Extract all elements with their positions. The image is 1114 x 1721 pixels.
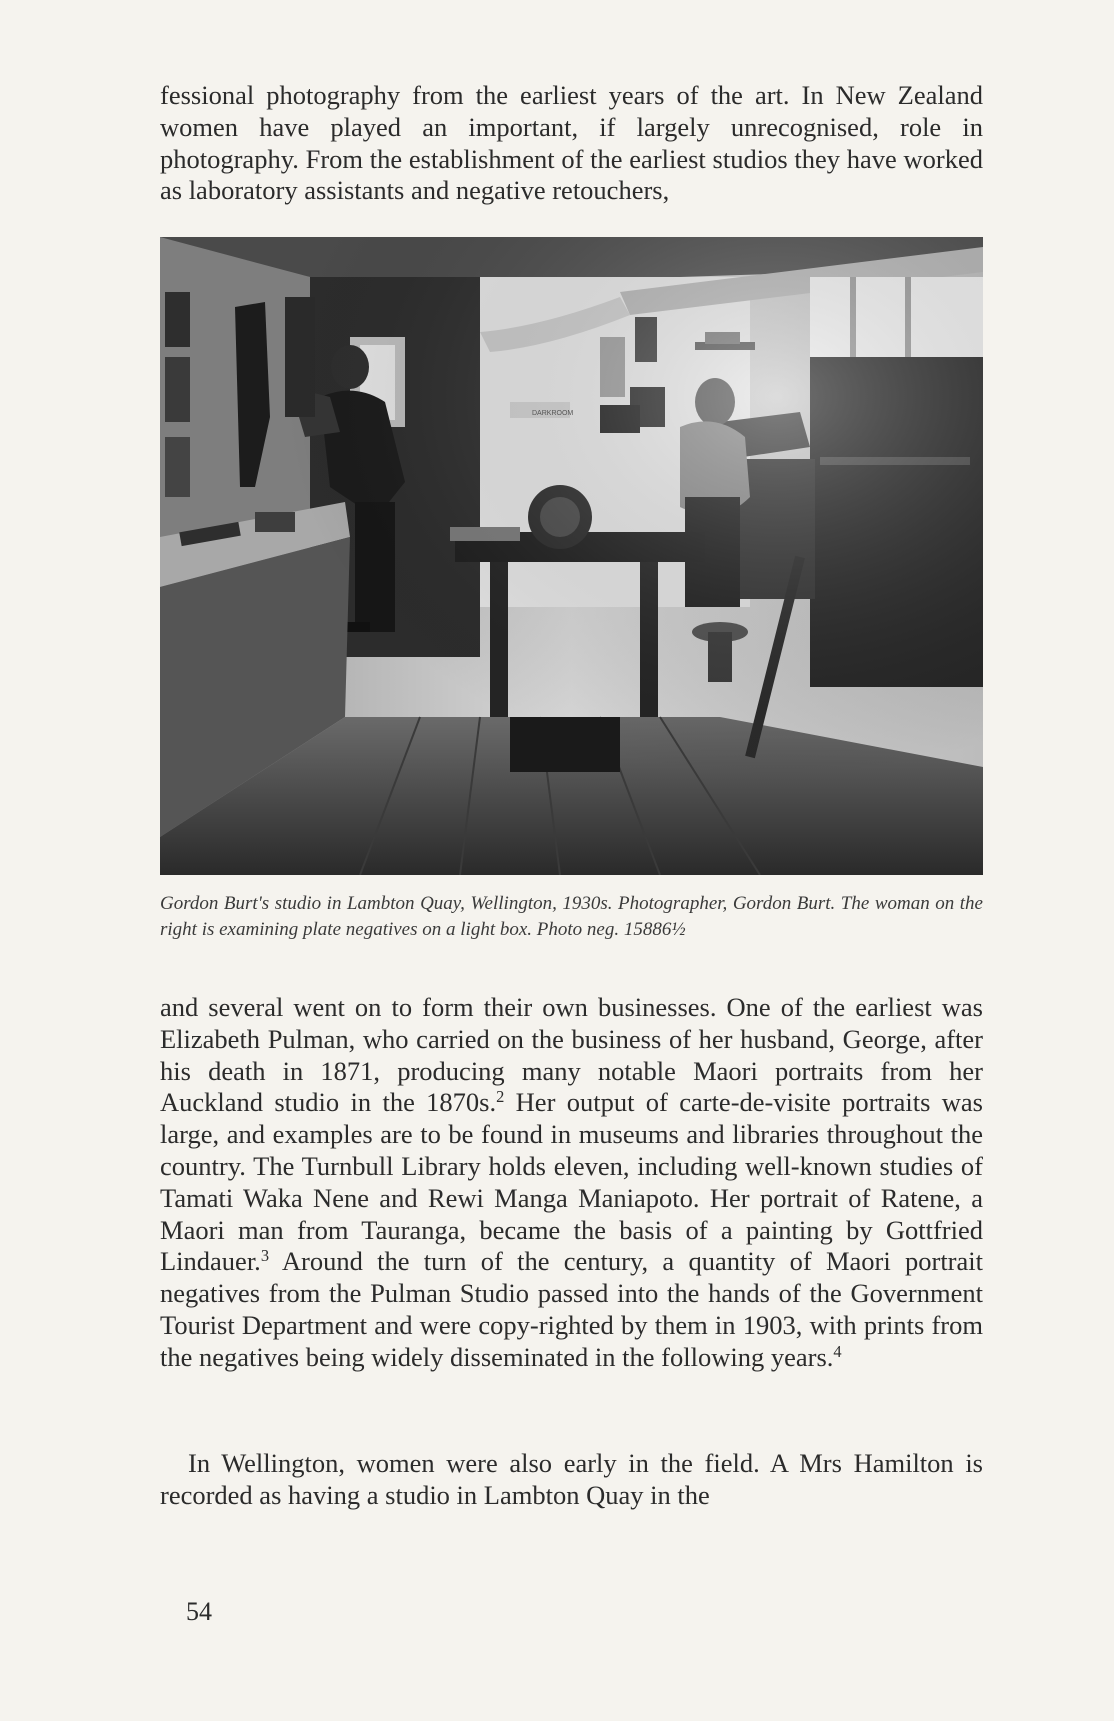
photo-caption: Gordon Burt's studio in Lambton Quay, Wellington, 1930s. Photographer, Gordon Burt. The woman on the right is examining plate negatives on a light box. Photo neg. 15886½ (160, 893, 983, 940)
studio-photograph (160, 237, 983, 875)
page-number: 54 (186, 1597, 212, 1626)
main-paragraph-text (160, 992, 983, 1374)
closing-paragraph (160, 1448, 983, 1512)
opening-paragraph (160, 80, 983, 207)
footnote-ref-4: 4 (833, 1341, 842, 1361)
opening-paragraph-text: fessional photography from the earliest years of the art. In New Zealand women have played an important, if largely unrecognised, role in photography. From the establishment of the earliest studios they have worked as laboratory assistants and negative retouchers, (160, 80, 983, 206)
main-paragraph-part-3: Around the turn of the century, a quantity of Maori portrait negatives from the Pulman Studio passed into the hands of the Government Tourist Department and were copy-righted by them in 1903, with prints from the negatives being widely disseminated in the following years. (160, 1246, 983, 1372)
closing-paragraph-text: In Wellington, women were also early in the field. A Mrs Hamilton is recorded as having a studio in Lambton Quay in the (160, 1448, 983, 1510)
main-paragraph-part-2: Her output of carte-de-visite portraits was large, and examples are to be found in museums and libraries throughout the country. The Turnbull Library holds eleven, including well-known studies of Tamati Waka Nene and Rewi Manga Maniapoto. Her portrait of Ratene, a Maori man from Tauranga, became the basis of a painting by Gottfried Lindauer. (160, 1087, 983, 1277)
darkroom-sign: DARKROOM (532, 410, 574, 417)
studio-photo-illustration (160, 237, 983, 875)
main-paragraph-part-1: and several went on to form their own businesses. One of the earliest was Elizabeth Pulman, who carried on the business of her husband, George, after his death in 1871, producing many notable Maori portraits from her Auckland studio in the 1870s. (160, 992, 983, 1118)
main-paragraph (160, 992, 983, 1374)
footnote-ref-2: 2 (496, 1087, 505, 1107)
footnote-ref-3: 3 (260, 1246, 270, 1266)
